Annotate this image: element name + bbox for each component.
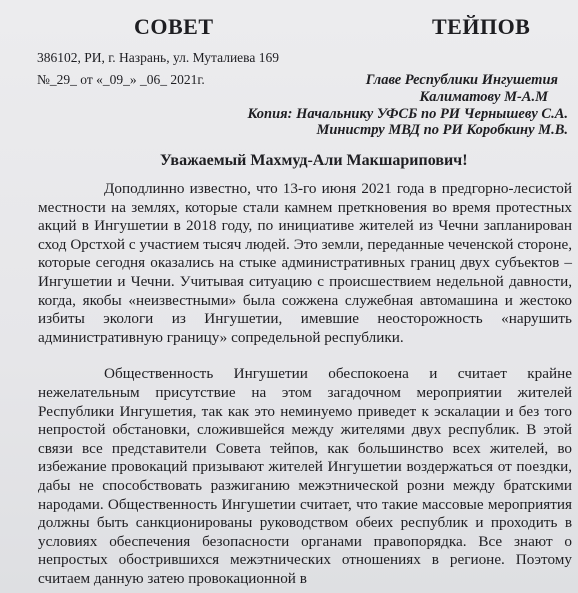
header-title-left: СОВЕТ: [134, 14, 214, 39]
recipient-line: Калиматову М-А.М: [419, 89, 548, 105]
copy-recipient-line: Министру МВД по РИ Коробкину М.В.: [316, 122, 568, 138]
sender-address: 386102, РИ, г. Назрань, ул. Муталиева 169: [37, 50, 279, 65]
body-paragraph: Общественность Ингушетии обеспокоена и считает крайне нежелательным присутствие на этом загадочном мероприятии жителей Республики Ингушетия, так как это неминуемо приведет к эскалации и без того непростой обстановки, сложившейся между жителями двух республик. В этой связи все представители Совета тейпов, как большинство всех жителей, во избежание провокаций призывают жителей Ингушетии воздержаться от поездки, дабы не способствовать разжиганию межэтнической розни между братскими народами. Общественность Ингушетии считает, что такие массовые мероприятия должны быть санкционированы руководством обеих республик и проходить в условиях обеспечения безопасности органами правопорядка. Все знают о непростых обострившихся межэтнических отношениях в регионе. Поэтому считаем данную затею провокационной в: [38, 365, 572, 587]
letter-body: [38, 180, 572, 588]
body-paragraph: Доподлинно известно, что 13-го июня 2021 года в предгорно-лесистой местности на землях, которые стали камнем преткновения во время протестных акций в Ингушетии в 2018 году, по инициативе жителей из Чечни запланирован сход Орстхой с участием тысяч людей. Это земли, переданные чеченской стороне, которые сегодня оказались на стыке административных границ двух субъектов – Ингушетии и Чечни. Учитывая ситуацию с происшествием недельной давности, когда, якобы «неизвестными» была сожжена служебная автомашина и жестоко избиты экологи из Ингушетии, имевшие неосторожность «нарушить административную границу» сопредельной республики.: [38, 180, 572, 346]
recipient-line: Главе Республики Ингушетия: [365, 72, 558, 88]
copy-recipient-line: Копия: Начальнику УФСБ по РИ Чернышеву С.А.: [247, 106, 568, 122]
salutation: Уважаемый Махмуд-Али Макшарипович!: [160, 152, 468, 169]
document-number: №_29_ от «_09_» _06_ 2021г.: [37, 72, 205, 87]
header-title-right: ТЕЙПОВ: [432, 14, 531, 39]
